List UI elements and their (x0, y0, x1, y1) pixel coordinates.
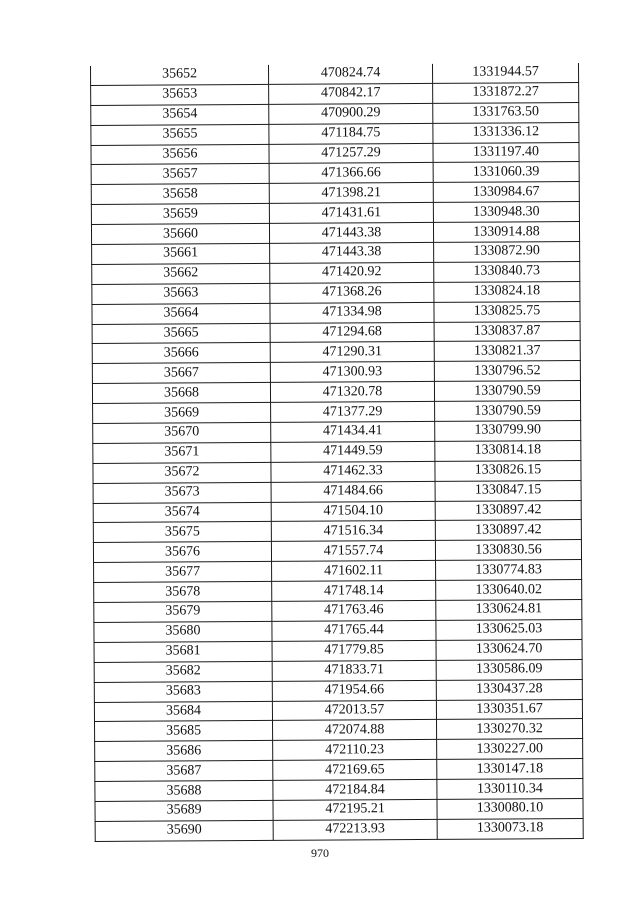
x-coordinate-cell: 471257.29 (269, 143, 433, 164)
point-id-cell: 35653 (91, 84, 269, 105)
point-id-cell: 35680 (94, 621, 272, 642)
point-id-cell: 35687 (95, 761, 273, 782)
y-coordinate-cell: 1330826.15 (435, 460, 581, 481)
x-coordinate-cell: 471368.26 (270, 282, 434, 303)
y-coordinate-cell: 1330640.02 (436, 580, 582, 601)
y-coordinate-cell: 1331872.27 (433, 82, 579, 103)
y-coordinate-cell: 1330840.73 (434, 261, 580, 282)
y-coordinate-cell: 1330586.09 (436, 659, 582, 680)
x-coordinate-cell: 471748.14 (272, 581, 436, 602)
x-coordinate-cell: 471398.21 (269, 183, 433, 204)
x-coordinate-cell: 471334.98 (270, 302, 434, 323)
x-coordinate-cell: 471504.10 (271, 501, 435, 522)
coordinates-table (90, 63, 584, 842)
point-id-cell: 35663 (92, 283, 270, 304)
y-coordinate-cell: 1330847.15 (435, 480, 581, 501)
y-coordinate-cell: 1331060.39 (433, 162, 579, 183)
point-id-cell: 35686 (95, 741, 273, 762)
y-coordinate-cell: 1330774.83 (436, 560, 582, 581)
y-coordinate-cell: 1330790.59 (435, 401, 581, 422)
x-coordinate-cell: 471366.66 (269, 163, 433, 184)
point-id-cell: 35684 (94, 701, 272, 722)
x-coordinate-cell: 471484.66 (271, 481, 435, 502)
y-coordinate-cell: 1330914.88 (433, 222, 579, 243)
y-coordinate-cell: 1330837.87 (434, 321, 580, 342)
y-coordinate-cell: 1330437.28 (436, 679, 582, 700)
x-coordinate-cell: 471779.85 (272, 640, 436, 661)
x-coordinate-cell: 472013.57 (272, 700, 436, 721)
y-coordinate-cell: 1331944.57 (432, 63, 578, 83)
point-id-cell: 35681 (94, 641, 272, 662)
x-coordinate-cell: 471443.38 (270, 242, 434, 263)
x-coordinate-cell: 471434.41 (271, 421, 435, 442)
x-coordinate-cell: 471377.29 (271, 402, 435, 423)
x-coordinate-cell: 471954.66 (272, 680, 436, 701)
point-id-cell: 35672 (93, 462, 271, 483)
x-coordinate-cell: 470824.74 (268, 64, 432, 84)
y-coordinate-cell: 1330821.37 (434, 341, 580, 362)
y-coordinate-cell: 1330080.10 (437, 798, 583, 819)
x-coordinate-cell: 471462.33 (271, 461, 435, 482)
table-row (95, 818, 583, 841)
point-id-cell: 35659 (91, 204, 269, 225)
x-coordinate-cell: 471602.11 (272, 561, 436, 582)
y-coordinate-cell: 1330830.56 (435, 540, 581, 561)
point-id-cell: 35656 (91, 144, 269, 165)
page-number: 970 (311, 846, 329, 860)
point-id-cell: 35689 (95, 800, 273, 821)
x-coordinate-cell: 471449.59 (271, 441, 435, 462)
point-id-cell: 35671 (93, 442, 271, 463)
x-coordinate-cell: 471765.44 (272, 620, 436, 641)
point-id-cell: 35652 (90, 65, 268, 85)
point-id-cell: 35676 (93, 542, 271, 563)
x-coordinate-cell: 472110.23 (273, 740, 437, 761)
y-coordinate-cell: 1331763.50 (433, 102, 579, 123)
point-id-cell: 35654 (91, 104, 269, 125)
point-id-cell: 35678 (94, 582, 272, 603)
x-coordinate-cell: 470900.29 (269, 103, 433, 124)
point-id-cell: 35677 (94, 562, 272, 583)
x-coordinate-cell: 472213.93 (273, 819, 437, 840)
point-id-cell: 35657 (91, 164, 269, 185)
point-id-cell: 35683 (94, 681, 272, 702)
x-coordinate-cell: 470842.17 (269, 83, 433, 104)
x-coordinate-cell: 472195.21 (273, 799, 437, 820)
y-coordinate-cell: 1330625.03 (436, 619, 582, 640)
y-coordinate-cell: 1330624.70 (436, 639, 582, 660)
x-coordinate-cell: 471300.93 (270, 362, 434, 383)
y-coordinate-cell: 1330624.81 (436, 600, 582, 621)
y-coordinate-cell: 1331197.40 (433, 142, 579, 163)
y-coordinate-cell: 1330897.42 (435, 520, 581, 541)
y-coordinate-cell: 1330897.42 (435, 500, 581, 521)
y-coordinate-cell: 1330351.67 (436, 699, 582, 720)
point-id-cell: 35655 (91, 124, 269, 145)
x-coordinate-cell: 471557.74 (271, 541, 435, 562)
x-coordinate-cell: 471443.38 (269, 223, 433, 244)
point-id-cell: 35669 (93, 403, 271, 424)
y-coordinate-cell: 1330984.67 (433, 182, 579, 203)
y-coordinate-cell: 1330796.52 (434, 361, 580, 382)
x-coordinate-cell: 471184.75 (269, 123, 433, 144)
point-id-cell: 35661 (92, 243, 270, 264)
y-coordinate-cell: 1330799.90 (435, 421, 581, 442)
y-coordinate-cell: 1330948.30 (433, 202, 579, 223)
y-coordinate-cell: 1330270.32 (437, 719, 583, 740)
point-id-cell: 35666 (92, 343, 270, 364)
x-coordinate-cell: 471290.31 (270, 342, 434, 363)
x-coordinate-cell: 472074.88 (273, 720, 437, 741)
point-id-cell: 35664 (92, 303, 270, 324)
x-coordinate-cell: 472184.84 (273, 779, 437, 800)
point-id-cell: 35673 (93, 482, 271, 503)
y-coordinate-cell: 1330790.59 (434, 381, 580, 402)
y-coordinate-cell: 1330227.00 (437, 739, 583, 760)
y-coordinate-cell: 1330825.75 (434, 301, 580, 322)
y-coordinate-cell: 1330872.90 (434, 242, 580, 263)
point-id-cell: 35662 (92, 263, 270, 284)
y-coordinate-cell: 1331336.12 (433, 122, 579, 143)
y-coordinate-cell: 1330824.18 (434, 281, 580, 302)
y-coordinate-cell: 1330814.18 (435, 440, 581, 461)
point-id-cell: 35679 (94, 601, 272, 622)
point-id-cell: 35675 (93, 522, 271, 543)
table-body (90, 63, 583, 841)
point-id-cell: 35682 (94, 661, 272, 682)
x-coordinate-cell: 471431.61 (269, 203, 433, 224)
y-coordinate-cell: 1330147.18 (437, 759, 583, 780)
x-coordinate-cell: 471294.68 (270, 322, 434, 343)
point-id-cell: 35660 (91, 224, 269, 245)
x-coordinate-cell: 471420.92 (270, 262, 434, 283)
x-coordinate-cell: 471833.71 (272, 660, 436, 681)
point-id-cell: 35690 (95, 820, 273, 841)
x-coordinate-cell: 471516.34 (271, 521, 435, 542)
x-coordinate-cell: 472169.65 (273, 760, 437, 781)
x-coordinate-cell: 471763.46 (272, 600, 436, 621)
point-id-cell: 35688 (95, 780, 273, 801)
y-coordinate-cell: 1330110.34 (437, 779, 583, 800)
point-id-cell: 35668 (92, 383, 270, 404)
point-id-cell: 35685 (95, 721, 273, 742)
point-id-cell: 35674 (93, 502, 271, 523)
x-coordinate-cell: 471320.78 (270, 382, 434, 403)
point-id-cell: 35667 (92, 363, 270, 384)
y-coordinate-cell: 1330073.18 (437, 818, 583, 839)
point-id-cell: 35658 (91, 184, 269, 205)
point-id-cell: 35670 (93, 422, 271, 443)
point-id-cell: 35665 (92, 323, 270, 344)
